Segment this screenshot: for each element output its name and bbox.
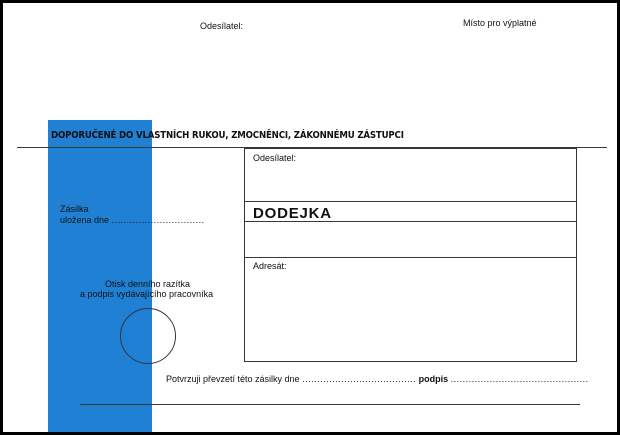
stamp-label-line2: a podpis vydávajícího pracovníka: [80, 289, 214, 299]
box-divider-3: [245, 257, 576, 258]
deposited-label-line2: uložena dne ...............................: [60, 215, 205, 225]
stamp-circle-icon: [120, 308, 176, 364]
box-divider-1: [245, 201, 576, 202]
delivery-heading: DOPORUČENÉ DO VLASTNÍCH RUKOU, ZMOCNĚNCI, ZÁKONNÉMU ZÁSTUPCI: [51, 130, 404, 141]
deposited-label-line1: Zásilka: [60, 204, 89, 214]
bottom-divider: [80, 404, 580, 405]
addressee-label: Adresát:: [253, 261, 287, 271]
receipt-date-field[interactable]: ......................................: [302, 374, 417, 384]
dodejka-form: [3, 3, 617, 432]
top-sender-label: Odesílatel:: [200, 21, 244, 31]
deposited-date-field[interactable]: ...............................: [111, 215, 205, 225]
blue-band: [48, 120, 152, 432]
box-divider-2: [245, 221, 576, 222]
address-box: [244, 148, 577, 362]
signature-field[interactable]: ..............................................: [450, 374, 589, 384]
form-title: DODEJKA: [253, 205, 332, 222]
signature-label: podpis: [418, 374, 449, 384]
confirmation-line: Potvrzuji převzetí této zásilky dne ...................................... podpis ..............................................: [166, 374, 589, 384]
box-sender-label: Odesílatel:: [253, 153, 297, 163]
postage-area-label: Místo pro výplatné: [463, 18, 537, 28]
stamp-label-line1: Otisk denního razítka: [105, 279, 191, 289]
